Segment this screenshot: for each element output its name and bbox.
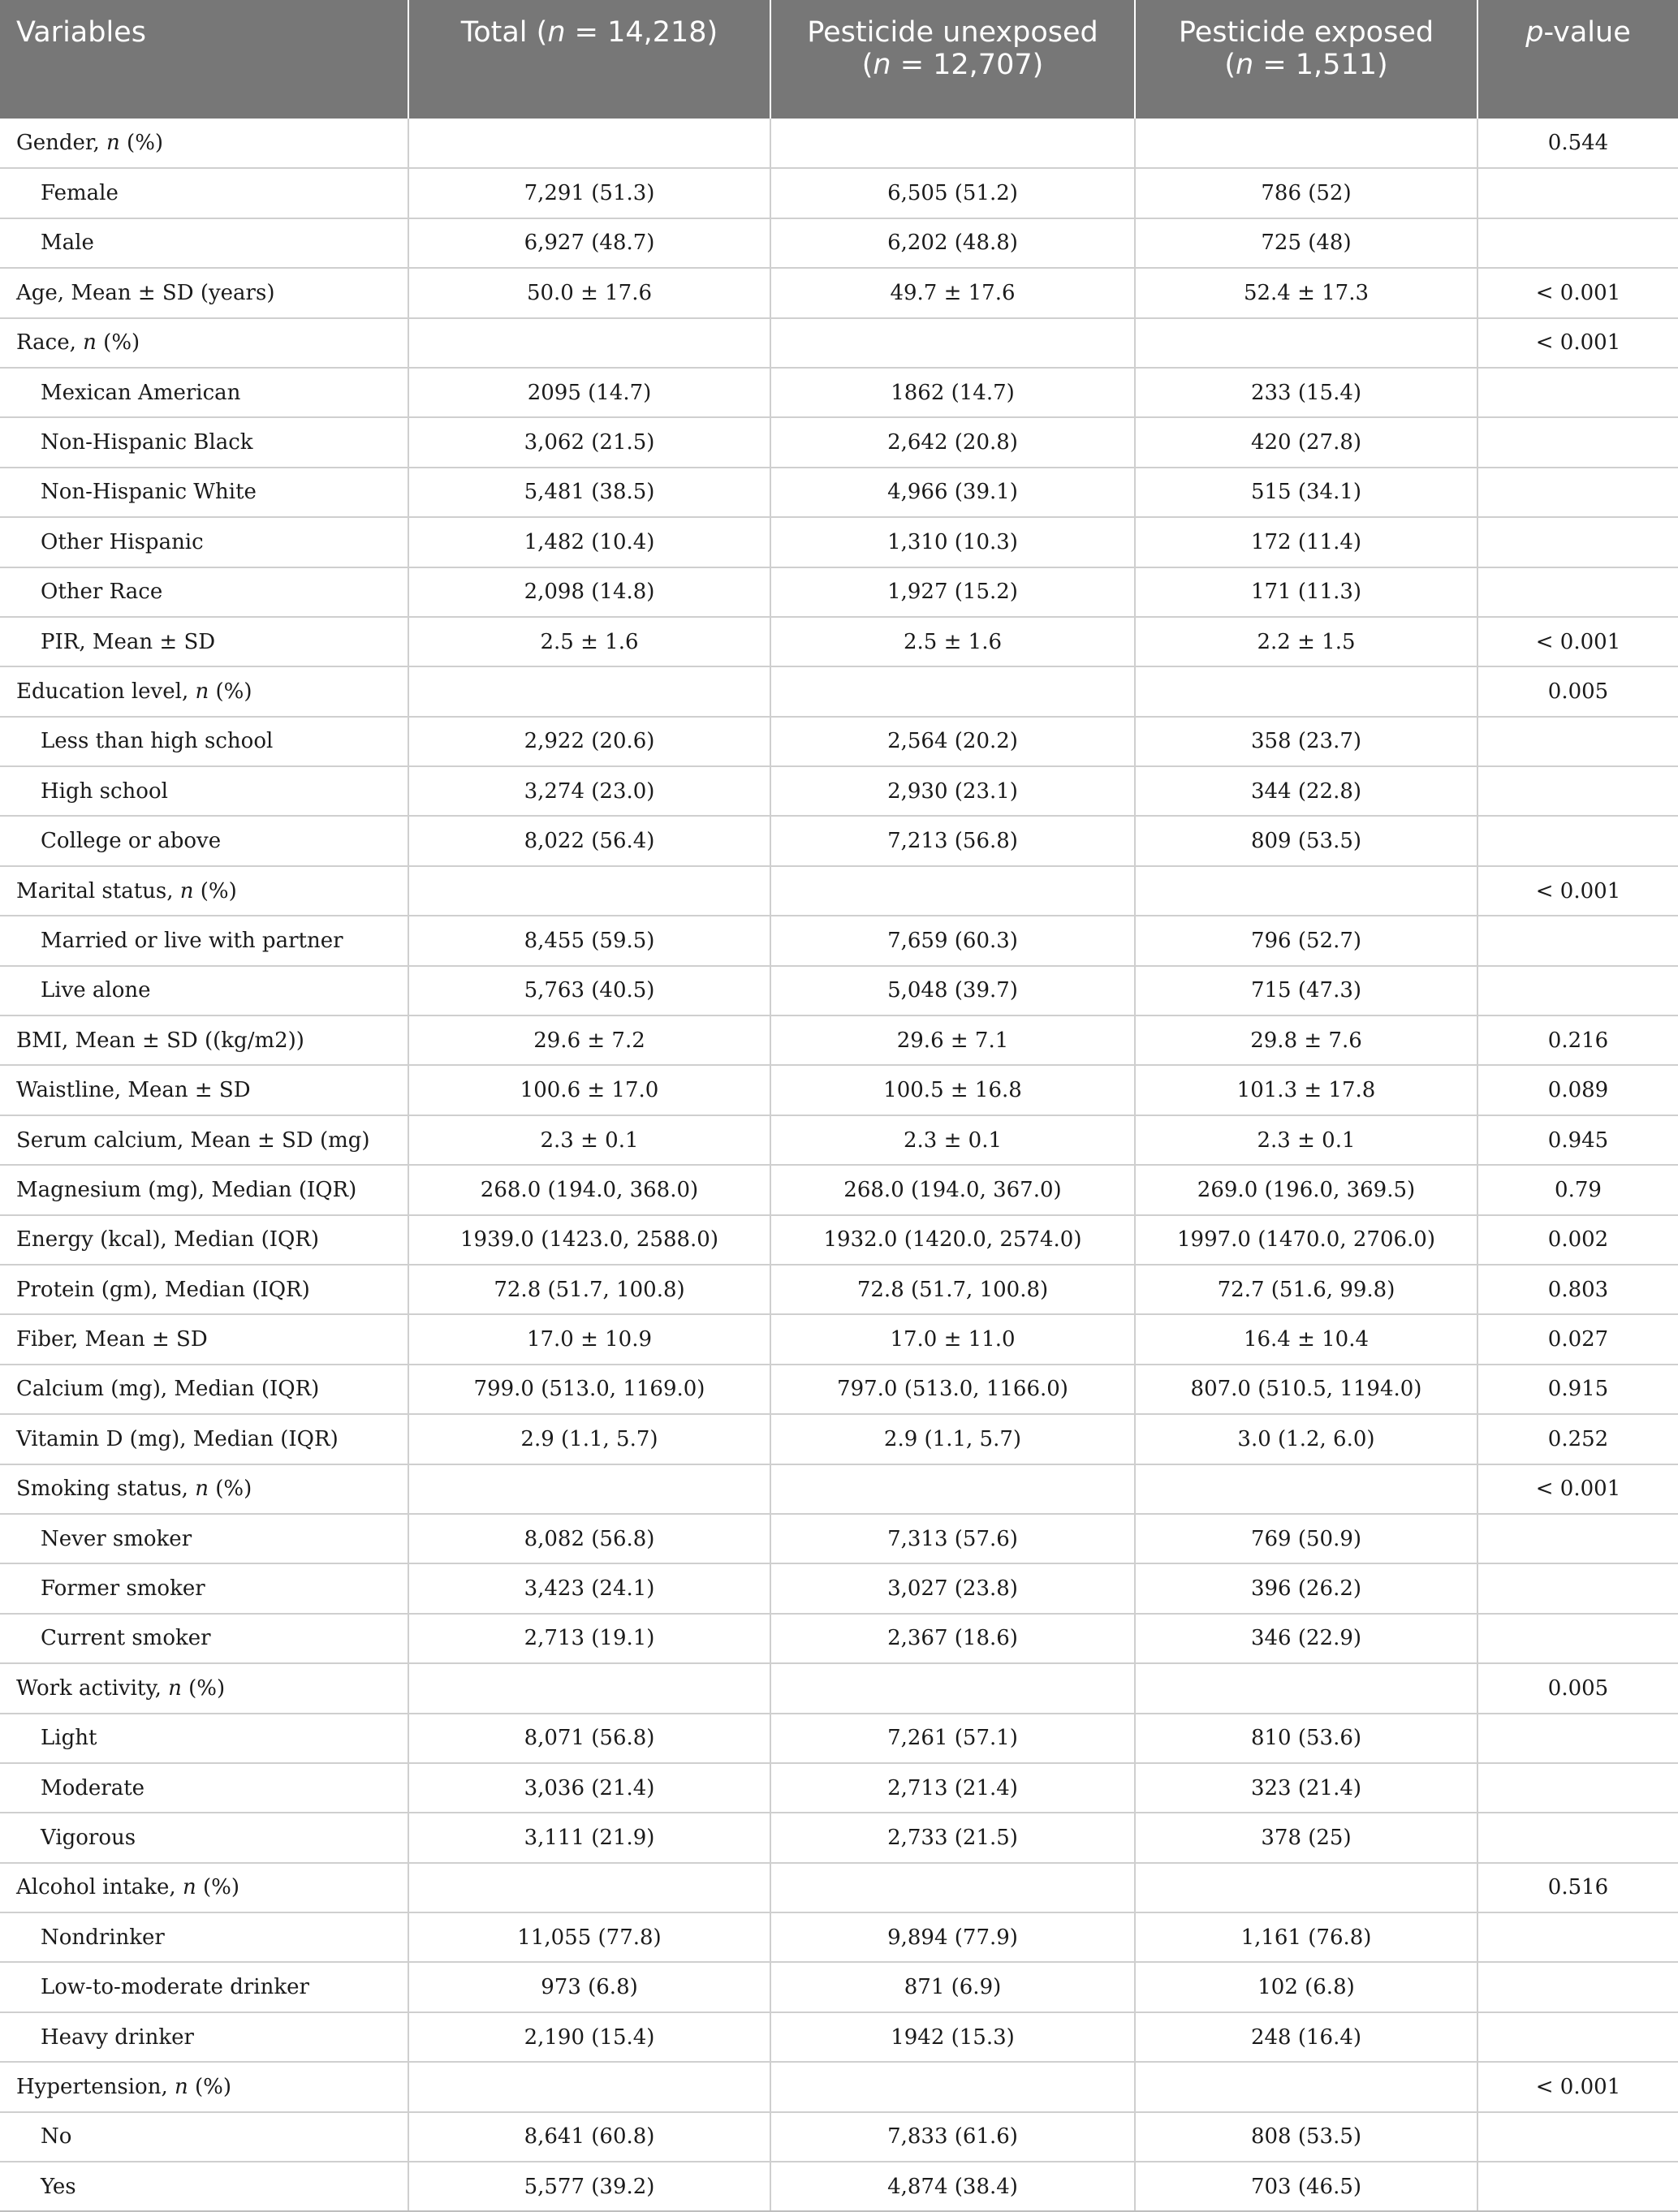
exposed-cell: 703 (46.5): [1135, 2162, 1477, 2211]
row-label: Moderate: [0, 1763, 408, 1813]
p-value-cell: [1477, 517, 1678, 567]
exposed-cell: [1135, 1663, 1477, 1713]
exposed-cell: [1135, 318, 1477, 368]
unexposed-cell: 7,213 (56.8): [770, 816, 1135, 865]
table-row: [0, 1563, 1678, 1613]
exposed-cell: 725 (48): [1135, 218, 1477, 268]
exposed-cell: 72.7 (51.6, 99.8): [1135, 1265, 1477, 1314]
p-value-cell: 0.216: [1477, 1015, 1678, 1065]
unexposed-cell: 7,833 (61.6): [770, 2112, 1135, 2162]
exposed-cell: 102 (6.8): [1135, 1962, 1477, 2011]
exposed-cell: 807.0 (510.5, 1194.0): [1135, 1365, 1477, 1414]
p-value-cell: 0.945: [1477, 1115, 1678, 1165]
unexposed-cell: 2,564 (20.2): [770, 717, 1135, 766]
unexposed-cell: 2,733 (21.5): [770, 1813, 1135, 1862]
p-value-cell: [1477, 1912, 1678, 1962]
exposed-cell: 358 (23.7): [1135, 717, 1477, 766]
table-row: [0, 1912, 1678, 1962]
table-row: [0, 916, 1678, 965]
exposed-cell: 29.8 ± 7.6: [1135, 1015, 1477, 1065]
exposed-cell: [1135, 1464, 1477, 1514]
unexposed-cell: 4,874 (38.4): [770, 2162, 1135, 2211]
unexposed-cell: 7,313 (57.6): [770, 1514, 1135, 1563]
unexposed-cell: [770, 866, 1135, 916]
row-label: Gender, n (%): [0, 119, 408, 168]
unexposed-cell: 2,642 (20.8): [770, 417, 1135, 467]
header-p-value: p-value: [1477, 0, 1678, 119]
p-value-cell: < 0.001: [1477, 617, 1678, 666]
unexposed-cell: 871 (6.9): [770, 1962, 1135, 2011]
table-row: [0, 1365, 1678, 1414]
row-label: Heavy drinker: [0, 2012, 408, 2062]
total-cell: 3,111 (21.9): [408, 1813, 770, 1862]
total-cell: 3,036 (21.4): [408, 1763, 770, 1813]
unexposed-cell: 2.5 ± 1.6: [770, 617, 1135, 666]
total-cell: 268.0 (194.0, 368.0): [408, 1165, 770, 1214]
row-label: Live alone: [0, 966, 408, 1015]
unexposed-cell: 1932.0 (1420.0, 2574.0): [770, 1215, 1135, 1265]
p-value-cell: < 0.001: [1477, 2062, 1678, 2111]
row-label: Female: [0, 168, 408, 218]
unexposed-cell: 1,310 (10.3): [770, 517, 1135, 567]
row-label: BMI, Mean ± SD ((kg/m2)): [0, 1015, 408, 1065]
p-value-cell: [1477, 966, 1678, 1015]
table-row: [0, 2162, 1678, 2211]
p-value-cell: [1477, 766, 1678, 816]
total-cell: 8,071 (56.8): [408, 1714, 770, 1763]
total-cell: 2,098 (14.8): [408, 567, 770, 617]
total-cell: 1939.0 (1423.0, 2588.0): [408, 1215, 770, 1265]
table-row: [0, 1215, 1678, 1265]
unexposed-cell: 2,930 (23.1): [770, 766, 1135, 816]
unexposed-cell: [770, 666, 1135, 716]
row-label: Nondrinker: [0, 1912, 408, 1962]
exposed-cell: [1135, 119, 1477, 168]
row-label: Vitamin D (mg), Median (IQR): [0, 1414, 408, 1464]
row-label: Calcium (mg), Median (IQR): [0, 1365, 408, 1414]
exposed-cell: 101.3 ± 17.8: [1135, 1065, 1477, 1115]
exposed-cell: 2.3 ± 0.1: [1135, 1115, 1477, 1165]
exposed-cell: 2.2 ± 1.5: [1135, 617, 1477, 666]
unexposed-cell: 4,966 (39.1): [770, 468, 1135, 517]
exposed-cell: [1135, 2062, 1477, 2111]
unexposed-cell: 2,713 (21.4): [770, 1763, 1135, 1813]
total-cell: 2,922 (20.6): [408, 717, 770, 766]
total-cell: 8,455 (59.5): [408, 916, 770, 965]
row-label: Energy (kcal), Median (IQR): [0, 1215, 408, 1265]
p-value-cell: 0.089: [1477, 1065, 1678, 1115]
unexposed-cell: 1,927 (15.2): [770, 567, 1135, 617]
exposed-cell: 796 (52.7): [1135, 916, 1477, 965]
row-label: Fiber, Mean ± SD: [0, 1314, 408, 1364]
table-row: [0, 1714, 1678, 1763]
row-label: Former smoker: [0, 1563, 408, 1613]
row-label: Male: [0, 218, 408, 268]
table-row: [0, 268, 1678, 317]
total-cell: 100.6 ± 17.0: [408, 1065, 770, 1115]
unexposed-cell: 2,367 (18.6): [770, 1614, 1135, 1663]
row-label: Low-to-moderate drinker: [0, 1962, 408, 2011]
exposed-cell: 1997.0 (1470.0, 2706.0): [1135, 1215, 1477, 1265]
unexposed-cell: 797.0 (513.0, 1166.0): [770, 1365, 1135, 1414]
row-label: Alcohol intake, n (%): [0, 1863, 408, 1912]
total-cell: 2,190 (15.4): [408, 2012, 770, 2062]
exposed-cell: 16.4 ± 10.4: [1135, 1314, 1477, 1364]
table-row: [0, 1065, 1678, 1115]
table-row: [0, 218, 1678, 268]
unexposed-cell: [770, 119, 1135, 168]
row-label: Vigorous: [0, 1813, 408, 1862]
unexposed-cell: 2.9 (1.1, 5.7): [770, 1414, 1135, 1464]
exposed-cell: 248 (16.4): [1135, 2012, 1477, 2062]
row-label: Other Hispanic: [0, 517, 408, 567]
total-cell: 11,055 (77.8): [408, 1912, 770, 1962]
exposed-cell: 810 (53.6): [1135, 1714, 1477, 1763]
table-row: [0, 617, 1678, 666]
row-label: Marital status, n (%): [0, 866, 408, 916]
p-value-cell: [1477, 417, 1678, 467]
table-row: [0, 1614, 1678, 1663]
unexposed-cell: 6,202 (48.8): [770, 218, 1135, 268]
table-row: [0, 866, 1678, 916]
exposed-cell: 233 (15.4): [1135, 368, 1477, 417]
table-row: [0, 1763, 1678, 1813]
p-value-cell: 0.544: [1477, 119, 1678, 168]
row-label: Education level, n (%): [0, 666, 408, 716]
total-cell: 8,641 (60.8): [408, 2112, 770, 2162]
p-value-cell: 0.002: [1477, 1215, 1678, 1265]
p-value-cell: 0.803: [1477, 1265, 1678, 1314]
table-row: [0, 567, 1678, 617]
table-row: [0, 1265, 1678, 1314]
unexposed-cell: 3,027 (23.8): [770, 1563, 1135, 1613]
total-cell: [408, 119, 770, 168]
p-value-cell: [1477, 916, 1678, 965]
p-value-cell: < 0.001: [1477, 866, 1678, 916]
row-label: Non-Hispanic Black: [0, 417, 408, 467]
table-row: [0, 1115, 1678, 1165]
exposed-cell: 515 (34.1): [1135, 468, 1477, 517]
unexposed-cell: [770, 318, 1135, 368]
row-label: Hypertension, n (%): [0, 2062, 408, 2111]
unexposed-cell: 268.0 (194.0, 367.0): [770, 1165, 1135, 1214]
total-cell: [408, 2062, 770, 2111]
row-label: No: [0, 2112, 408, 2162]
unexposed-cell: 49.7 ± 17.6: [770, 268, 1135, 317]
p-value-cell: [1477, 2012, 1678, 2062]
unexposed-cell: 7,261 (57.1): [770, 1714, 1135, 1763]
row-label: Yes: [0, 2162, 408, 2211]
table-row: [0, 2012, 1678, 2062]
total-cell: 6,927 (48.7): [408, 218, 770, 268]
table-header: [0, 0, 1678, 119]
total-cell: 2,713 (19.1): [408, 1614, 770, 1663]
exposed-cell: 344 (22.8): [1135, 766, 1477, 816]
total-cell: [408, 866, 770, 916]
table-row: [0, 1863, 1678, 1912]
exposed-cell: 786 (52): [1135, 168, 1477, 218]
row-label: Married or live with partner: [0, 916, 408, 965]
total-cell: 29.6 ± 7.2: [408, 1015, 770, 1065]
p-value-cell: [1477, 168, 1678, 218]
unexposed-cell: 1942 (15.3): [770, 2012, 1135, 2062]
table-row: [0, 119, 1678, 168]
table-row: [0, 1962, 1678, 2011]
exposed-cell: [1135, 666, 1477, 716]
p-value-cell: [1477, 1763, 1678, 1813]
p-value-cell: < 0.001: [1477, 318, 1678, 368]
exposed-cell: 378 (25): [1135, 1813, 1477, 1862]
total-cell: 5,577 (39.2): [408, 2162, 770, 2211]
total-cell: [408, 318, 770, 368]
p-value-cell: [1477, 2162, 1678, 2211]
exposed-cell: 3.0 (1.2, 6.0): [1135, 1414, 1477, 1464]
exposed-cell: 323 (21.4): [1135, 1763, 1477, 1813]
row-label: Waistline, Mean ± SD: [0, 1065, 408, 1115]
table-row: [0, 1314, 1678, 1364]
unexposed-cell: [770, 1863, 1135, 1912]
row-label: Protein (gm), Median (IQR): [0, 1265, 408, 1314]
row-label: Mexican American: [0, 368, 408, 417]
total-cell: [408, 666, 770, 716]
header-variables: Variables: [0, 0, 408, 119]
p-value-cell: [1477, 1714, 1678, 1763]
row-label: Age, Mean ± SD (years): [0, 268, 408, 317]
table-row: [0, 717, 1678, 766]
header-exposed: Pesticide exposed (n = 1,511): [1135, 0, 1477, 119]
table-row: [0, 1015, 1678, 1065]
unexposed-cell: 5,048 (39.7): [770, 966, 1135, 1015]
exposed-cell: [1135, 866, 1477, 916]
row-label: College or above: [0, 816, 408, 865]
row-label: Light: [0, 1714, 408, 1763]
unexposed-cell: [770, 1464, 1135, 1514]
unexposed-cell: 7,659 (60.3): [770, 916, 1135, 965]
table-row: [0, 417, 1678, 467]
total-cell: 2.3 ± 0.1: [408, 1115, 770, 1165]
total-cell: [408, 1663, 770, 1713]
total-cell: [408, 1863, 770, 1912]
table-row: [0, 1663, 1678, 1713]
p-value-cell: [1477, 368, 1678, 417]
p-value-cell: 0.252: [1477, 1414, 1678, 1464]
unexposed-cell: 29.6 ± 7.1: [770, 1015, 1135, 1065]
exposed-cell: 420 (27.8): [1135, 417, 1477, 467]
table-row: [0, 766, 1678, 816]
exposed-cell: 346 (22.9): [1135, 1614, 1477, 1663]
total-cell: 50.0 ± 17.6: [408, 268, 770, 317]
exposed-cell: 809 (53.5): [1135, 816, 1477, 865]
total-cell: 5,481 (38.5): [408, 468, 770, 517]
table-row: [0, 517, 1678, 567]
p-value-cell: [1477, 1813, 1678, 1862]
total-cell: 2095 (14.7): [408, 368, 770, 417]
header-total: Total (n = 14,218): [408, 0, 770, 119]
p-value-cell: [1477, 468, 1678, 517]
row-label: Never smoker: [0, 1514, 408, 1563]
p-value-cell: 0.915: [1477, 1365, 1678, 1414]
total-cell: 2.9 (1.1, 5.7): [408, 1414, 770, 1464]
p-value-cell: < 0.001: [1477, 268, 1678, 317]
row-label: Less than high school: [0, 717, 408, 766]
exposed-cell: 171 (11.3): [1135, 567, 1477, 617]
p-value-cell: 0.027: [1477, 1314, 1678, 1364]
table-row: [0, 666, 1678, 716]
table-row: [0, 2062, 1678, 2111]
exposed-cell: 172 (11.4): [1135, 517, 1477, 567]
unexposed-cell: 17.0 ± 11.0: [770, 1314, 1135, 1364]
exposed-cell: [1135, 1863, 1477, 1912]
table-row: [0, 1813, 1678, 1862]
table-row: [0, 1414, 1678, 1464]
total-cell: 8,022 (56.4): [408, 816, 770, 865]
row-label: Work activity, n (%): [0, 1663, 408, 1713]
total-cell: [408, 1464, 770, 1514]
unexposed-cell: 100.5 ± 16.8: [770, 1065, 1135, 1115]
total-cell: 3,274 (23.0): [408, 766, 770, 816]
row-label: Smoking status, n (%): [0, 1464, 408, 1514]
row-label: Non-Hispanic White: [0, 468, 408, 517]
table-row: [0, 1464, 1678, 1514]
total-cell: 2.5 ± 1.6: [408, 617, 770, 666]
total-cell: 7,291 (51.3): [408, 168, 770, 218]
p-value-cell: [1477, 717, 1678, 766]
p-value-cell: 0.79: [1477, 1165, 1678, 1214]
header-row: [0, 0, 1678, 119]
exposed-cell: 52.4 ± 17.3: [1135, 268, 1477, 317]
table-row: [0, 966, 1678, 1015]
p-value-cell: [1477, 218, 1678, 268]
row-label: Magnesium (mg), Median (IQR): [0, 1165, 408, 1214]
unexposed-cell: [770, 1663, 1135, 1713]
exposed-cell: 715 (47.3): [1135, 966, 1477, 1015]
unexposed-cell: 9,894 (77.9): [770, 1912, 1135, 1962]
table-row: [0, 2112, 1678, 2162]
table-row: [0, 168, 1678, 218]
table-row: [0, 1165, 1678, 1214]
total-cell: 3,062 (21.5): [408, 417, 770, 467]
row-label: Race, n (%): [0, 318, 408, 368]
table-row: [0, 318, 1678, 368]
exposed-cell: 1,161 (76.8): [1135, 1912, 1477, 1962]
row-label: Current smoker: [0, 1614, 408, 1663]
exposed-cell: 769 (50.9): [1135, 1514, 1477, 1563]
table-row: [0, 1514, 1678, 1563]
exposed-cell: 269.0 (196.0, 369.5): [1135, 1165, 1477, 1214]
header-unexposed: Pesticide unexposed (n = 12,707): [770, 0, 1135, 119]
p-value-cell: [1477, 816, 1678, 865]
total-cell: 799.0 (513.0, 1169.0): [408, 1365, 770, 1414]
total-cell: 3,423 (24.1): [408, 1563, 770, 1613]
table-row: [0, 816, 1678, 865]
total-cell: 17.0 ± 10.9: [408, 1314, 770, 1364]
total-cell: 8,082 (56.8): [408, 1514, 770, 1563]
row-label: Other Race: [0, 567, 408, 617]
p-value-cell: [1477, 1563, 1678, 1613]
unexposed-cell: 2.3 ± 0.1: [770, 1115, 1135, 1165]
p-value-cell: 0.005: [1477, 666, 1678, 716]
total-cell: 72.8 (51.7, 100.8): [408, 1265, 770, 1314]
unexposed-cell: [770, 2062, 1135, 2111]
row-label: PIR, Mean ± SD: [0, 617, 408, 666]
exposed-cell: 396 (26.2): [1135, 1563, 1477, 1613]
row-label: Serum calcium, Mean ± SD (mg): [0, 1115, 408, 1165]
total-cell: 1,482 (10.4): [408, 517, 770, 567]
unexposed-cell: 1862 (14.7): [770, 368, 1135, 417]
unexposed-cell: 72.8 (51.7, 100.8): [770, 1265, 1135, 1314]
total-cell: 5,763 (40.5): [408, 966, 770, 1015]
exposed-cell: 808 (53.5): [1135, 2112, 1477, 2162]
table-row: [0, 468, 1678, 517]
total-cell: 973 (6.8): [408, 1962, 770, 2011]
row-label: High school: [0, 766, 408, 816]
unexposed-cell: 6,505 (51.2): [770, 168, 1135, 218]
p-value-cell: [1477, 1962, 1678, 2011]
p-value-cell: [1477, 1514, 1678, 1563]
p-value-cell: 0.005: [1477, 1663, 1678, 1713]
table-body: [0, 119, 1678, 2211]
p-value-cell: [1477, 1614, 1678, 1663]
p-value-cell: < 0.001: [1477, 1464, 1678, 1514]
p-value-cell: [1477, 567, 1678, 617]
p-value-cell: 0.516: [1477, 1863, 1678, 1912]
table-row: [0, 368, 1678, 417]
p-value-cell: [1477, 2112, 1678, 2162]
